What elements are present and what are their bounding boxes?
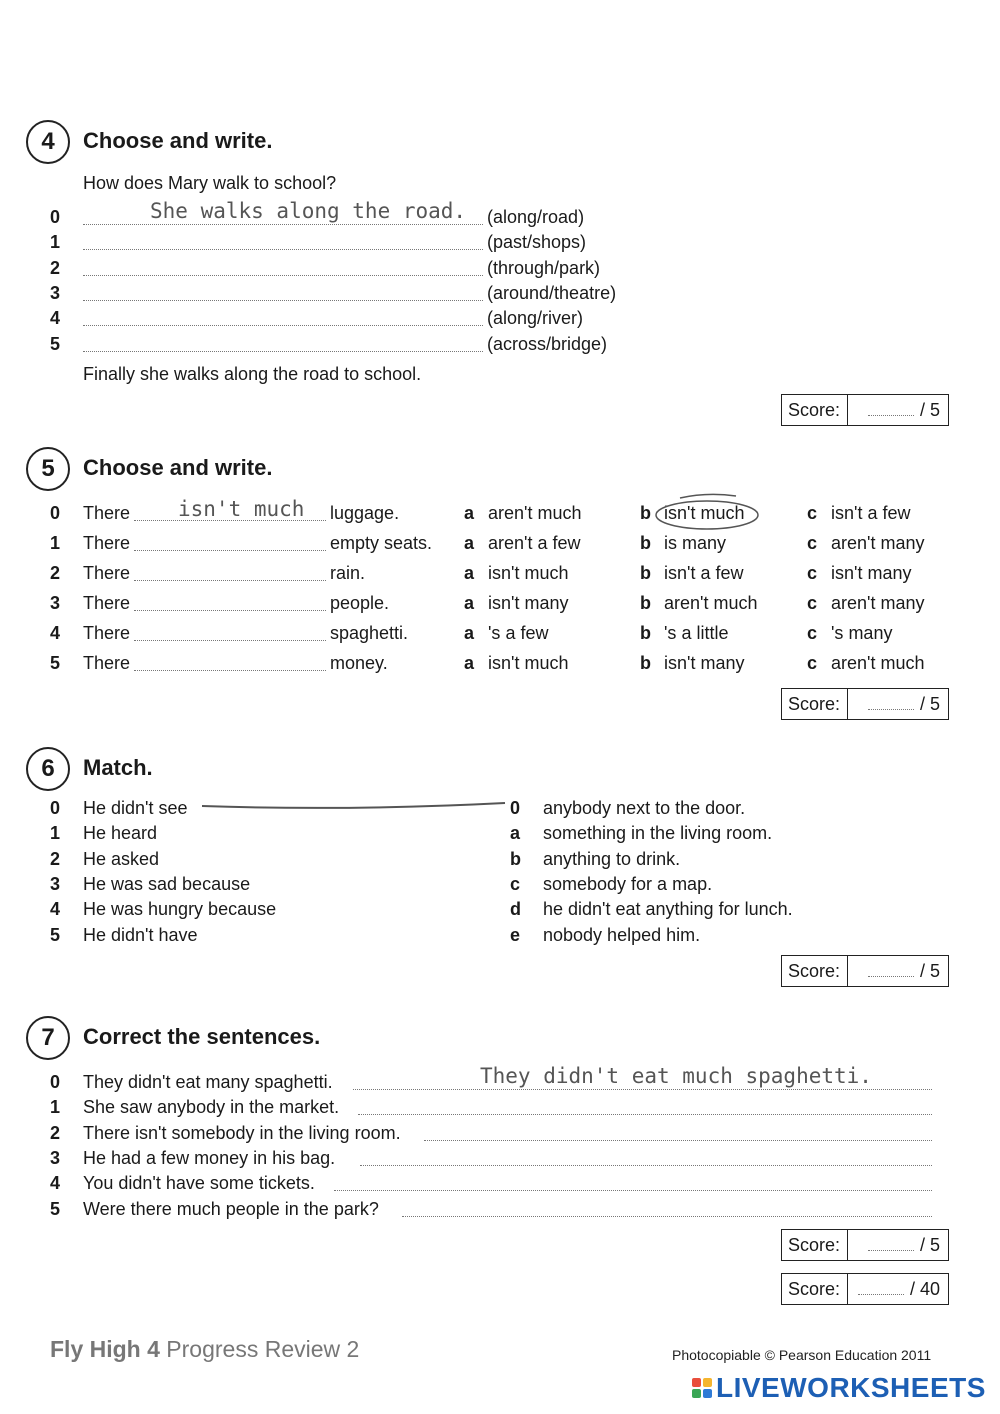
score-label: Score: xyxy=(782,1230,848,1260)
exercise-7-title: Correct the sentences. xyxy=(83,1024,321,1049)
score-total: / 5 xyxy=(919,693,940,714)
item-number: 5 xyxy=(50,333,61,354)
option-b[interactable]: 's a little xyxy=(664,623,729,643)
answer-line[interactable] xyxy=(402,1216,932,1217)
sentence-end: luggage. xyxy=(330,503,400,523)
match-letter: d xyxy=(510,899,521,920)
score-label: Score: xyxy=(782,1274,848,1304)
answer-line[interactable] xyxy=(360,1165,932,1166)
incorrect-sentence: There isn't somebody in the living room. xyxy=(83,1122,401,1143)
option-c[interactable]: 's many xyxy=(831,623,893,643)
option-c[interactable]: aren't many xyxy=(831,533,925,553)
match-right-item[interactable]: anybody next to the door. xyxy=(543,798,746,818)
match-right-item[interactable]: somebody for a map. xyxy=(543,873,713,894)
item-number: 0 xyxy=(50,1072,61,1092)
score-label: Score: xyxy=(782,689,848,719)
option-c[interactable]: isn't many xyxy=(831,563,912,583)
option-letter-b: b xyxy=(640,623,651,643)
exercise-6-title: Match. xyxy=(83,755,153,780)
option-letter-c: c xyxy=(807,503,818,523)
answer-line[interactable] xyxy=(134,670,326,671)
logo-icon xyxy=(692,1378,712,1398)
match-right-item[interactable]: nobody helped him. xyxy=(543,924,701,945)
item-number: 1 xyxy=(50,232,61,253)
item-number: 2 xyxy=(50,1122,61,1143)
handwritten-answer: isn't much xyxy=(178,497,305,521)
liveworksheets-logo[interactable] xyxy=(692,1372,986,1404)
sentence-end: empty seats. xyxy=(330,533,433,553)
option-letter-b: b xyxy=(640,563,651,583)
match-right-item[interactable]: something in the living room. xyxy=(543,823,773,844)
answer-line[interactable] xyxy=(83,325,483,326)
sentence-start: There xyxy=(83,653,131,673)
word-hint: (across/bridge) xyxy=(487,333,608,354)
sentence-start: There xyxy=(83,623,131,643)
option-a[interactable]: isn't many xyxy=(488,593,569,613)
score-total: / 40 xyxy=(909,1278,940,1299)
match-left-item[interactable]: He heard xyxy=(83,823,158,844)
sentence-start: There xyxy=(83,593,131,613)
item-number: 1 xyxy=(50,1097,61,1118)
section-title: Progress Review 2 xyxy=(166,1336,360,1362)
option-b[interactable]: isn't much xyxy=(664,503,745,523)
item-number: 3 xyxy=(50,282,61,303)
score-input[interactable] xyxy=(868,699,914,710)
exercise-7-number: 7 xyxy=(26,1016,70,1060)
option-letter-c: c xyxy=(807,653,818,673)
score-input[interactable] xyxy=(868,405,914,416)
option-letter-a: a xyxy=(464,503,475,523)
incorrect-sentence: Were there much people in the park? xyxy=(83,1198,379,1219)
match-left-item[interactable]: He didn't see xyxy=(83,798,188,818)
answer-line[interactable] xyxy=(334,1190,932,1191)
incorrect-sentence: They didn't eat many spaghetti. xyxy=(83,1072,333,1092)
footer-title xyxy=(50,1336,359,1363)
exercise-4-score-box xyxy=(781,394,949,426)
score-input[interactable] xyxy=(868,1240,914,1251)
exercise-4-intro: How does Mary walk to school? xyxy=(83,173,337,193)
match-line xyxy=(200,797,510,817)
option-c[interactable]: isn't a few xyxy=(831,503,911,523)
match-left-item[interactable]: He was hungry because xyxy=(83,899,277,920)
score-total: / 5 xyxy=(919,960,940,981)
score-input[interactable] xyxy=(858,1284,904,1295)
option-letter-c: c xyxy=(807,533,818,553)
copyright: Photocopiable © Pearson Education 2011 xyxy=(672,1347,932,1363)
answer-line[interactable] xyxy=(83,275,483,276)
item-number: 4 xyxy=(50,623,61,643)
option-letter-b: b xyxy=(640,593,651,613)
item-number: 2 xyxy=(50,257,61,278)
exercise-4-number: 4 xyxy=(26,120,70,164)
word-hint: (along/road) xyxy=(487,207,585,227)
exercise-5-number: 5 xyxy=(26,447,70,491)
answer-line[interactable] xyxy=(353,1089,932,1090)
sentence-start: There xyxy=(83,563,131,583)
option-letter-a: a xyxy=(464,623,475,643)
answer-line[interactable] xyxy=(83,351,483,352)
match-letter: c xyxy=(510,873,521,894)
item-number: 0 xyxy=(50,503,61,523)
word-hint: (past/shops) xyxy=(487,232,587,253)
score-label: Score: xyxy=(782,395,848,425)
match-letter: 0 xyxy=(510,798,521,818)
answer-line[interactable] xyxy=(358,1114,932,1115)
item-number: 2 xyxy=(50,848,61,869)
exercise-4-title: Choose and write. xyxy=(83,128,273,153)
option-letter-a: a xyxy=(464,593,475,613)
option-c[interactable]: aren't much xyxy=(831,653,925,673)
incorrect-sentence: She saw anybody in the market. xyxy=(83,1097,340,1118)
score-total: / 5 xyxy=(919,399,940,420)
match-left-item[interactable]: He didn't have xyxy=(83,924,198,945)
exercise-6-number: 6 xyxy=(26,747,70,791)
word-hint: (around/theatre) xyxy=(487,282,617,303)
item-number: 5 xyxy=(50,924,61,945)
exercise-5-title: Choose and write. xyxy=(83,455,273,480)
item-number: 5 xyxy=(50,653,61,673)
match-letter: b xyxy=(510,848,521,869)
option-letter-b: b xyxy=(640,653,651,673)
exercise-4-outro: Finally she walks along the road to school. xyxy=(83,364,422,384)
option-letter-c: c xyxy=(807,623,818,643)
item-number: 1 xyxy=(50,823,61,844)
word-hint: (along/river) xyxy=(487,308,584,329)
item-number: 3 xyxy=(50,873,61,894)
answer-line[interactable] xyxy=(83,300,483,301)
book-title: Fly High 4 xyxy=(50,1336,160,1362)
match-letter: e xyxy=(510,924,521,945)
item-number: 4 xyxy=(50,1173,61,1194)
answer-line[interactable] xyxy=(83,249,483,250)
score-label: Score: xyxy=(782,956,848,986)
score-input[interactable] xyxy=(868,966,914,977)
exercise-6-score-box xyxy=(781,955,949,987)
option-letter-c: c xyxy=(807,563,818,583)
exercise-7-score-box xyxy=(781,1229,949,1261)
option-b[interactable]: aren't much xyxy=(664,593,758,613)
sentence-start: There xyxy=(83,533,131,553)
option-letter-a: a xyxy=(464,533,475,553)
option-a[interactable]: aren't a few xyxy=(488,533,581,553)
item-number: 4 xyxy=(50,899,61,920)
option-letter-a: a xyxy=(464,653,475,673)
score-total: / 5 xyxy=(919,1234,940,1255)
sentence-end: money. xyxy=(330,653,388,673)
exercise-5-score-box xyxy=(781,688,949,720)
word-hint: (through/park) xyxy=(487,257,601,278)
item-number: 5 xyxy=(50,1198,61,1219)
sentence-end: people. xyxy=(330,593,390,613)
item-number: 3 xyxy=(50,593,61,613)
sentence-end: rain. xyxy=(330,563,366,583)
item-number: 4 xyxy=(50,308,61,329)
incorrect-sentence: He had a few money in his bag. xyxy=(83,1147,336,1168)
option-c[interactable]: aren't many xyxy=(831,593,925,613)
sentence-start: There xyxy=(83,503,131,523)
match-left-item[interactable]: He was sad because xyxy=(83,873,251,894)
item-number: 0 xyxy=(50,798,61,818)
sentence-end: spaghetti. xyxy=(330,623,409,643)
answer-line[interactable] xyxy=(134,610,326,611)
item-number: 2 xyxy=(50,563,61,583)
logo-text: LIVEWORKSHEETS xyxy=(716,1372,986,1403)
option-a[interactable]: isn't much xyxy=(488,653,569,673)
answer-line[interactable] xyxy=(83,224,483,225)
option-b[interactable]: isn't many xyxy=(664,653,745,673)
answer-line[interactable] xyxy=(134,640,326,641)
match-right-item[interactable]: he didn't eat anything for lunch. xyxy=(543,899,793,920)
option-letter-a: a xyxy=(464,563,475,583)
option-a[interactable]: aren't much xyxy=(488,503,582,523)
answer-line[interactable] xyxy=(424,1140,932,1141)
option-a[interactable]: 's a few xyxy=(488,623,549,643)
answer-circle xyxy=(652,490,762,536)
option-b[interactable]: is many xyxy=(664,533,727,553)
handwritten-answer: She walks along the road. xyxy=(150,199,467,223)
option-letter-b: b xyxy=(640,503,651,523)
match-letter: a xyxy=(510,823,521,844)
answer-line[interactable] xyxy=(134,550,326,551)
answer-line[interactable] xyxy=(134,580,326,581)
option-letter-b: b xyxy=(640,533,651,553)
total-score-box xyxy=(781,1273,949,1305)
option-a[interactable]: isn't much xyxy=(488,563,569,583)
item-number: 3 xyxy=(50,1147,61,1168)
handwritten-answer: They didn't eat much spaghetti. xyxy=(480,1064,872,1088)
option-letter-c: c xyxy=(807,593,818,613)
item-number: 1 xyxy=(50,533,61,553)
option-b[interactable]: isn't a few xyxy=(664,563,744,583)
match-left-item[interactable]: He asked xyxy=(83,848,160,869)
item-number: 0 xyxy=(50,207,61,227)
match-right-item[interactable]: anything to drink. xyxy=(543,848,681,869)
incorrect-sentence: You didn't have some tickets. xyxy=(83,1173,315,1194)
